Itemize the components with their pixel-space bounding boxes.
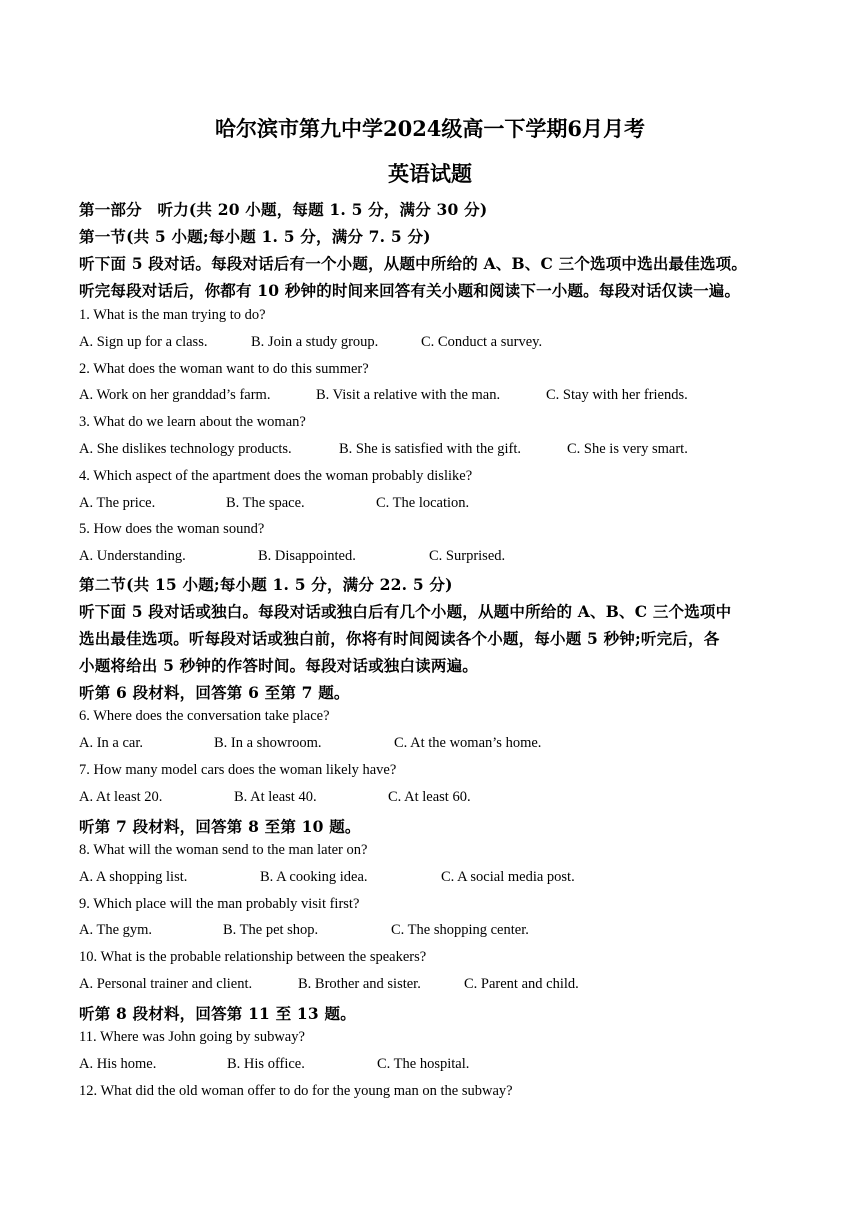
question-options [79,922,529,939]
option-b: B. A cooking idea. [260,869,368,885]
section2-instruction: 选出最佳选项。听每段对话或独白前，你将有时间阅读各个小题，每小题 5 秒钟;听完后，各 [79,629,720,648]
question-stem: 12. What did the old woman offer to do for the young man on the subway? [79,1083,513,1099]
option-c: C. Surprised. [429,548,506,564]
question-stem: 9. Which place will the man probably visit first? [79,896,360,912]
option-a: A. Understanding. [79,548,186,564]
question-stem: 3. What do we learn about the woman? [79,414,306,430]
exam-title: 哈尔滨市第九中学2024级高一下学期6月月考 [214,116,646,141]
option-a: A. She dislikes technology products. [79,441,292,457]
option-b: B. In a showroom. [214,735,322,751]
option-b: B. Visit a relative with the man. [316,387,501,403]
question-stem: 8. What will the woman send to the man later on? [79,842,368,858]
question-options [79,548,505,565]
exam-subtitle: 英语试题 [388,161,472,186]
question-options [79,789,471,806]
question-options [79,495,469,512]
question-stem: 4. Which aspect of the apartment does the woman probably dislike? [79,468,473,484]
option-a: A. The gym. [79,922,153,938]
section1-heading: 第一节(共 5 小题;每小题 1. 5 分，满分 7. 5 分) [79,227,431,246]
option-c: C. She is very smart. [567,441,688,457]
question-stem: 11. Where was John going by subway? [79,1029,305,1045]
section1-instruction: 听完每段对话后，你都有 10 秒钟的时间来回答有关小题和阅读下一小题。每段对话仅读一遍。 [79,281,741,300]
option-a: A. Personal trainer and client. [79,976,253,992]
option-a: A. The price. [79,495,156,511]
question-stem: 10. What is the probable relationship between the speakers? [79,949,427,965]
option-b: B. At least 40. [234,789,317,805]
option-c: C. Parent and child. [464,976,579,992]
section2-instruction: 小题将给出 5 秒钟的作答时间。每段对话或独白读两遍。 [79,656,478,675]
question-stem: 7. How many model cars does the woman likely have? [79,762,397,778]
question-options [79,976,579,993]
section2-instruction: 听下面 5 段对话或独白。每段对话或独白后有几个小题，从题中所给的 A、B、C 三个选项中 [79,602,732,621]
option-a: A. His home. [79,1056,157,1072]
question-options [79,735,541,752]
option-a: A. Sign up for a class. [79,334,208,350]
question-stem: 1. What is the man trying to do? [79,307,266,323]
option-c: C. A social media post. [441,869,575,885]
question-options [79,869,575,886]
option-b: B. Brother and sister. [298,976,421,992]
question-options [79,387,688,404]
option-c: C. At least 60. [388,789,471,805]
question-stem: 2. What does the woman want to do this summer? [79,361,369,377]
option-c: C. At the woman’s home. [394,735,542,751]
option-b: B. Disappointed. [258,548,356,564]
question-stem: 6. Where does the conversation take place? [79,708,330,724]
option-b: B. His office. [227,1056,305,1072]
material-heading: 听第 7 段材料，回答第 8 至第 10 题。 [79,817,361,836]
option-c: C. The shopping center. [391,922,529,938]
part1-heading: 第一部分 听力(共 20 小题，每题 1. 5 分，满分 30 分) [79,200,488,219]
option-c: C. Conduct a survey. [421,334,543,350]
section2-heading: 第二节(共 15 小题;每小题 1. 5 分，满分 22. 5 分) [79,575,453,594]
option-c: C. Stay with her friends. [546,387,688,403]
option-a: A. In a car. [79,735,144,751]
option-c: C. The location. [376,495,470,511]
option-c: C. The hospital. [377,1056,470,1072]
option-a: A. A shopping list. [79,869,188,885]
question-options [79,334,542,351]
option-b: B. She is satisfied with the gift. [339,441,522,457]
section1-instruction: 听下面 5 段对话。每段对话后有一个小题，从题中所给的 A、B、C 三个选项中选出最佳选项。 [79,254,748,273]
material-heading: 听第 6 段材料，回答第 6 至第 7 题。 [79,683,350,702]
option-a: A. Work on her granddad’s farm. [79,387,271,403]
option-b: B. Join a study group. [251,334,379,350]
question-stem: 5. How does the woman sound? [79,521,265,537]
question-options [79,1056,469,1073]
material-heading: 听第 8 段材料，回答第 11 至 13 题。 [79,1004,356,1023]
option-b: B. The space. [226,495,305,511]
question-options [79,441,688,458]
option-a: A. At least 20. [79,789,163,805]
option-b: B. The pet shop. [223,922,319,938]
